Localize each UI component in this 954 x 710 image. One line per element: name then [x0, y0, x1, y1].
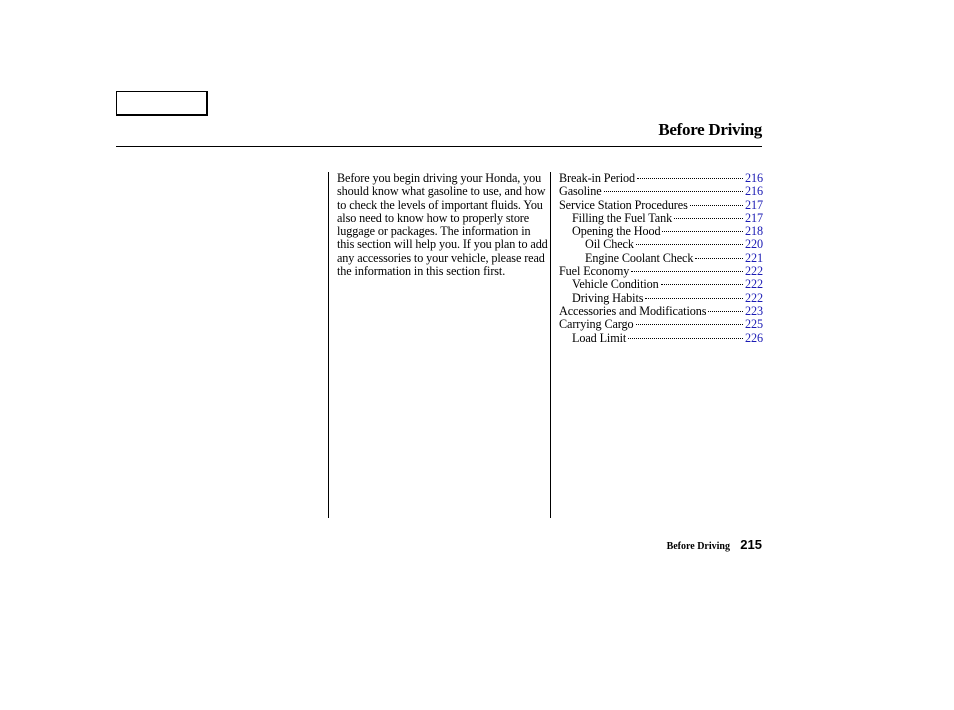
toc-item[interactable]	[559, 212, 763, 225]
toc-leader-dots	[695, 258, 743, 259]
toc-leader-dots	[690, 205, 743, 206]
toc-leader-dots	[645, 298, 743, 299]
toc-leader-dots	[636, 324, 743, 325]
toc-page-link[interactable]: 217	[745, 210, 763, 225]
toc-item[interactable]	[559, 185, 763, 198]
toc-item[interactable]	[559, 199, 763, 212]
toc-leader-dots	[604, 191, 743, 192]
toc-item[interactable]	[559, 292, 763, 305]
toc-page-link[interactable]: 226	[745, 330, 763, 345]
toc-page-link[interactable]: 222	[745, 290, 763, 305]
toc-leader-dots	[628, 338, 743, 339]
toc-item[interactable]	[559, 238, 763, 251]
toc-item-label: Filling the Fuel Tank	[572, 210, 673, 225]
toc-item-label: Driving Habits	[572, 290, 644, 305]
toc-item-label: Gasoline	[559, 184, 602, 199]
toc-item-label: Service Station Procedures	[559, 197, 688, 212]
toc-item-label: Engine Coolant Check	[585, 250, 694, 265]
toc-page-link[interactable]: 217	[745, 197, 763, 212]
footer-section-name: Before Driving	[666, 541, 730, 552]
toc-page-link[interactable]: 221	[745, 250, 763, 265]
toc-item[interactable]	[559, 332, 763, 345]
toc-leader-dots	[708, 311, 743, 312]
toc-item[interactable]	[559, 278, 763, 291]
toc-page-link[interactable]: 222	[745, 264, 763, 279]
toc-leader-dots	[636, 244, 743, 245]
column-divider-left	[328, 172, 329, 518]
footer-page-number: 215	[740, 537, 762, 552]
toc-item-label: Carrying Cargo	[559, 317, 634, 332]
toc-item[interactable]	[559, 252, 763, 265]
toc-leader-dots	[674, 218, 743, 219]
toc-item-label: Load Limit	[572, 330, 627, 345]
toc-leader-dots	[637, 178, 743, 179]
toc-item-label: Accessories and Modifications	[559, 303, 707, 318]
toc-page-link[interactable]: 220	[745, 237, 763, 252]
toc-item-label: Fuel Economy	[559, 264, 630, 279]
toc-page-link[interactable]: 216	[745, 184, 763, 199]
table-of-contents	[559, 172, 763, 345]
toc-page-link[interactable]: 222	[745, 277, 763, 292]
page-title: Before Driving	[658, 120, 762, 139]
section-tab-box	[116, 91, 208, 116]
toc-page-link[interactable]: 223	[745, 303, 763, 318]
toc-item-label: Opening the Hood	[572, 224, 661, 239]
toc-item[interactable]	[559, 305, 763, 318]
toc-leader-dots	[661, 284, 743, 285]
toc-page-link[interactable]: 218	[745, 224, 763, 239]
toc-item[interactable]	[559, 225, 763, 238]
intro-paragraph: Before you begin driving your Honda, you should know what gasoline to use, and how to check the levels of important fluids. You also need to know how to properly store luggage or packages. The information in this section will help you. If you plan to add any accessories to your vehicle, please read the information in this section first.	[337, 171, 548, 279]
toc-leader-dots	[631, 271, 743, 272]
toc-leader-dots	[662, 231, 743, 232]
toc-item[interactable]	[559, 265, 763, 278]
toc-page-link[interactable]: 225	[745, 317, 763, 332]
toc-item[interactable]	[559, 318, 763, 331]
toc-item-label: Break-in Period	[559, 171, 636, 185]
toc-item-label: Oil Check	[585, 237, 634, 252]
toc-item[interactable]	[559, 172, 763, 185]
toc-item-label: Vehicle Condition	[572, 277, 659, 292]
title-divider	[116, 146, 762, 147]
toc-page-link[interactable]: 216	[745, 171, 763, 185]
column-divider-middle	[550, 172, 551, 518]
